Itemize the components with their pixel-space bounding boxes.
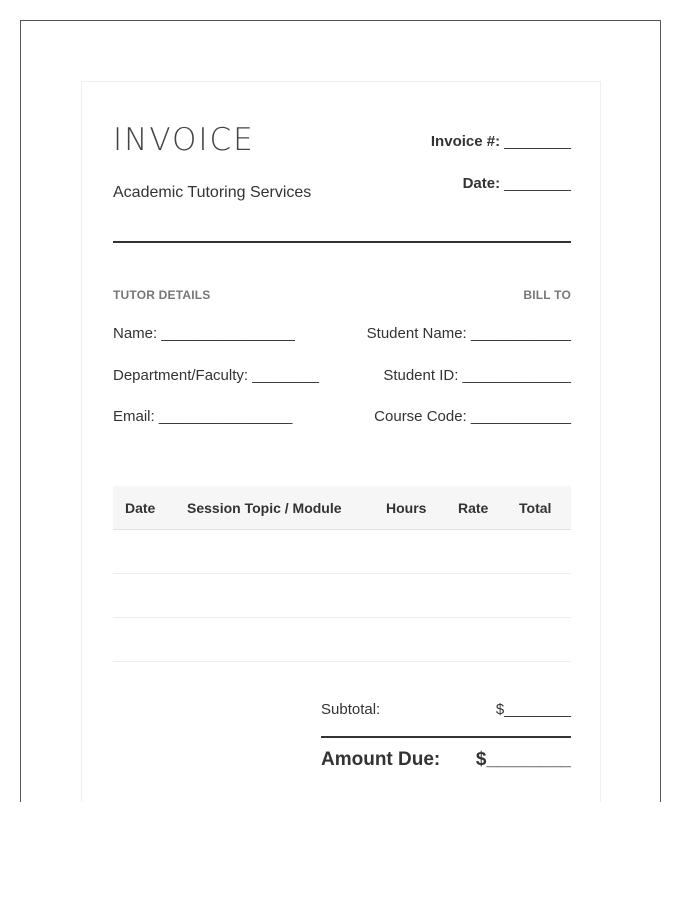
- company-name: Academic Tutoring Services: [113, 184, 312, 201]
- tutor-details-heading: TUTOR DETAILS: [113, 288, 211, 302]
- invoice-date-label: Date:: [462, 175, 501, 192]
- column-header-total: Total: [519, 500, 552, 516]
- amount-due-label: Amount Due:: [321, 749, 441, 770]
- column-header-date: Date: [125, 500, 156, 516]
- tutor-department-field[interactable]: Department/Faculty: ________: [113, 367, 319, 384]
- table-row[interactable]: [113, 530, 571, 574]
- header-divider: [113, 241, 571, 243]
- tutor-name-field[interactable]: Name: ________________: [113, 325, 295, 342]
- table-header-row: [113, 486, 571, 530]
- invoice-number-label: Invoice #:: [430, 133, 501, 150]
- tutor-email-field[interactable]: Email: ________________: [113, 408, 293, 425]
- column-header-hours: Hours: [386, 500, 427, 516]
- student-id-field[interactable]: Student ID: _____________: [383, 367, 571, 384]
- totals-divider: [321, 736, 571, 738]
- subtotal-value[interactable]: $________: [495, 701, 571, 718]
- invoice-card: [81, 81, 601, 802]
- subtotal-label: Subtotal:: [321, 701, 381, 718]
- invoice-date-value: ________: [500, 175, 571, 192]
- amount-due-line: [321, 749, 571, 771]
- bill-to-heading: BILL TO: [523, 288, 571, 302]
- amount-due-value[interactable]: $________: [475, 749, 571, 770]
- course-code-field[interactable]: Course Code: ____________: [374, 408, 571, 425]
- invoice-content: [113, 82, 571, 803]
- invoice-title: INVOICE: [113, 122, 255, 158]
- column-header-rate: Rate: [458, 500, 489, 516]
- table-row[interactable]: [113, 574, 571, 618]
- invoice-number-field[interactable]: [431, 133, 571, 150]
- student-name-field[interactable]: Student Name: ____________: [366, 325, 571, 342]
- column-header-topic: Session Topic / Module: [187, 500, 342, 516]
- invoice-date-field[interactable]: [463, 175, 571, 192]
- sessions-table: [113, 486, 571, 662]
- table-row[interactable]: [113, 618, 571, 662]
- subtotal-line: [321, 701, 571, 718]
- invoice-number-value: ________: [500, 133, 571, 150]
